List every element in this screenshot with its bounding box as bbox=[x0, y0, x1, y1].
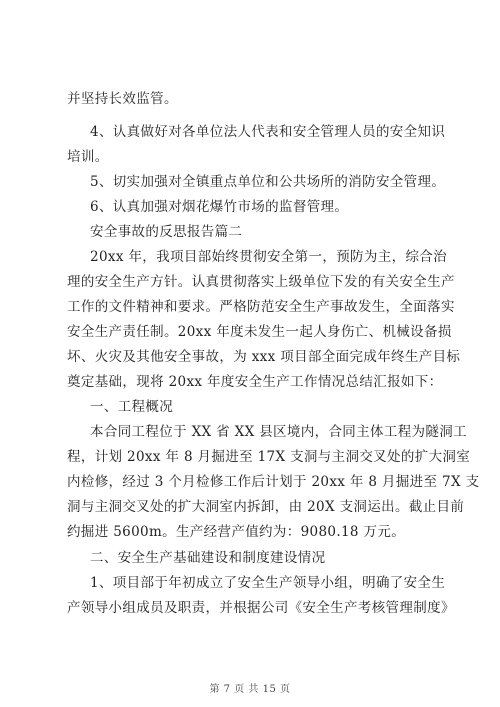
section-heading: 一、工程概况 bbox=[90, 399, 174, 415]
section-heading: 二、安全生产基础建设和制度建设情况 bbox=[90, 550, 326, 566]
text-line: 5、切实加强对全镇重点单位和公共场所的消防安全管理。 bbox=[90, 174, 446, 190]
text-line: 培训。 bbox=[67, 149, 109, 165]
text-line: 安全生产责任制。20xx 年度未发生一起人身伤亡、机械设备损 bbox=[67, 324, 452, 340]
text-line: 程，计划 20xx 年 8 月掘进至 17X 支洞与主洞交叉处的扩大洞室 bbox=[67, 449, 471, 465]
text-line: 约掘进 5600m。生产经营产值约为：9080.18 万元。 bbox=[67, 524, 406, 540]
text-line: 工作的文件精神和要求。严格防范安全生产事故发生，全面落实 bbox=[67, 299, 455, 315]
text-line: 洞与主洞交叉处的扩大洞室内拆卸，由 20X 支洞运出。截止目前 bbox=[67, 499, 465, 515]
text-line: 产领导小组成员及职责，并根据公司《安全生产考核管理制度》 bbox=[67, 600, 455, 616]
text-line: 4、认真做好对各单位法人代表和安全管理人员的安全知识 bbox=[90, 124, 446, 140]
text-line: 20xx 年，我项目部始终贯彻安全第一，预防为主，综合治 bbox=[90, 249, 447, 265]
page-number-footer: 第 7 页 共 15 页 bbox=[209, 684, 291, 695]
text-line: 理的安全生产方针。认真贯彻落实上级单位下发的有关安全生产 bbox=[67, 274, 455, 290]
text-line: 6、认真加强对烟花爆竹市场的监督管理。 bbox=[90, 199, 349, 215]
text-line: 奠定基础，现将 20xx 年度安全生产工作情况总结汇报如下： bbox=[67, 374, 443, 390]
text-line: 内检修，经过 3 个月检修工作后计划于 20xx 年 8 月掘进至 7X 支 bbox=[67, 474, 480, 490]
text-line: 1、项目部于年初成立了安全生产领导小组，明确了安全生 bbox=[90, 575, 446, 591]
text-line: 坏、火灾及其他安全事故，为 xxx 项目部全面完成年终生产目标 bbox=[67, 349, 461, 365]
text-line: 并坚持长效监管。 bbox=[67, 91, 178, 107]
section-heading: 安全事故的反思报告篇二 bbox=[90, 224, 243, 240]
text-line: 本合同工程位于 XX 省 XX 县区境内，合同主体工程为隧洞工 bbox=[90, 424, 467, 440]
